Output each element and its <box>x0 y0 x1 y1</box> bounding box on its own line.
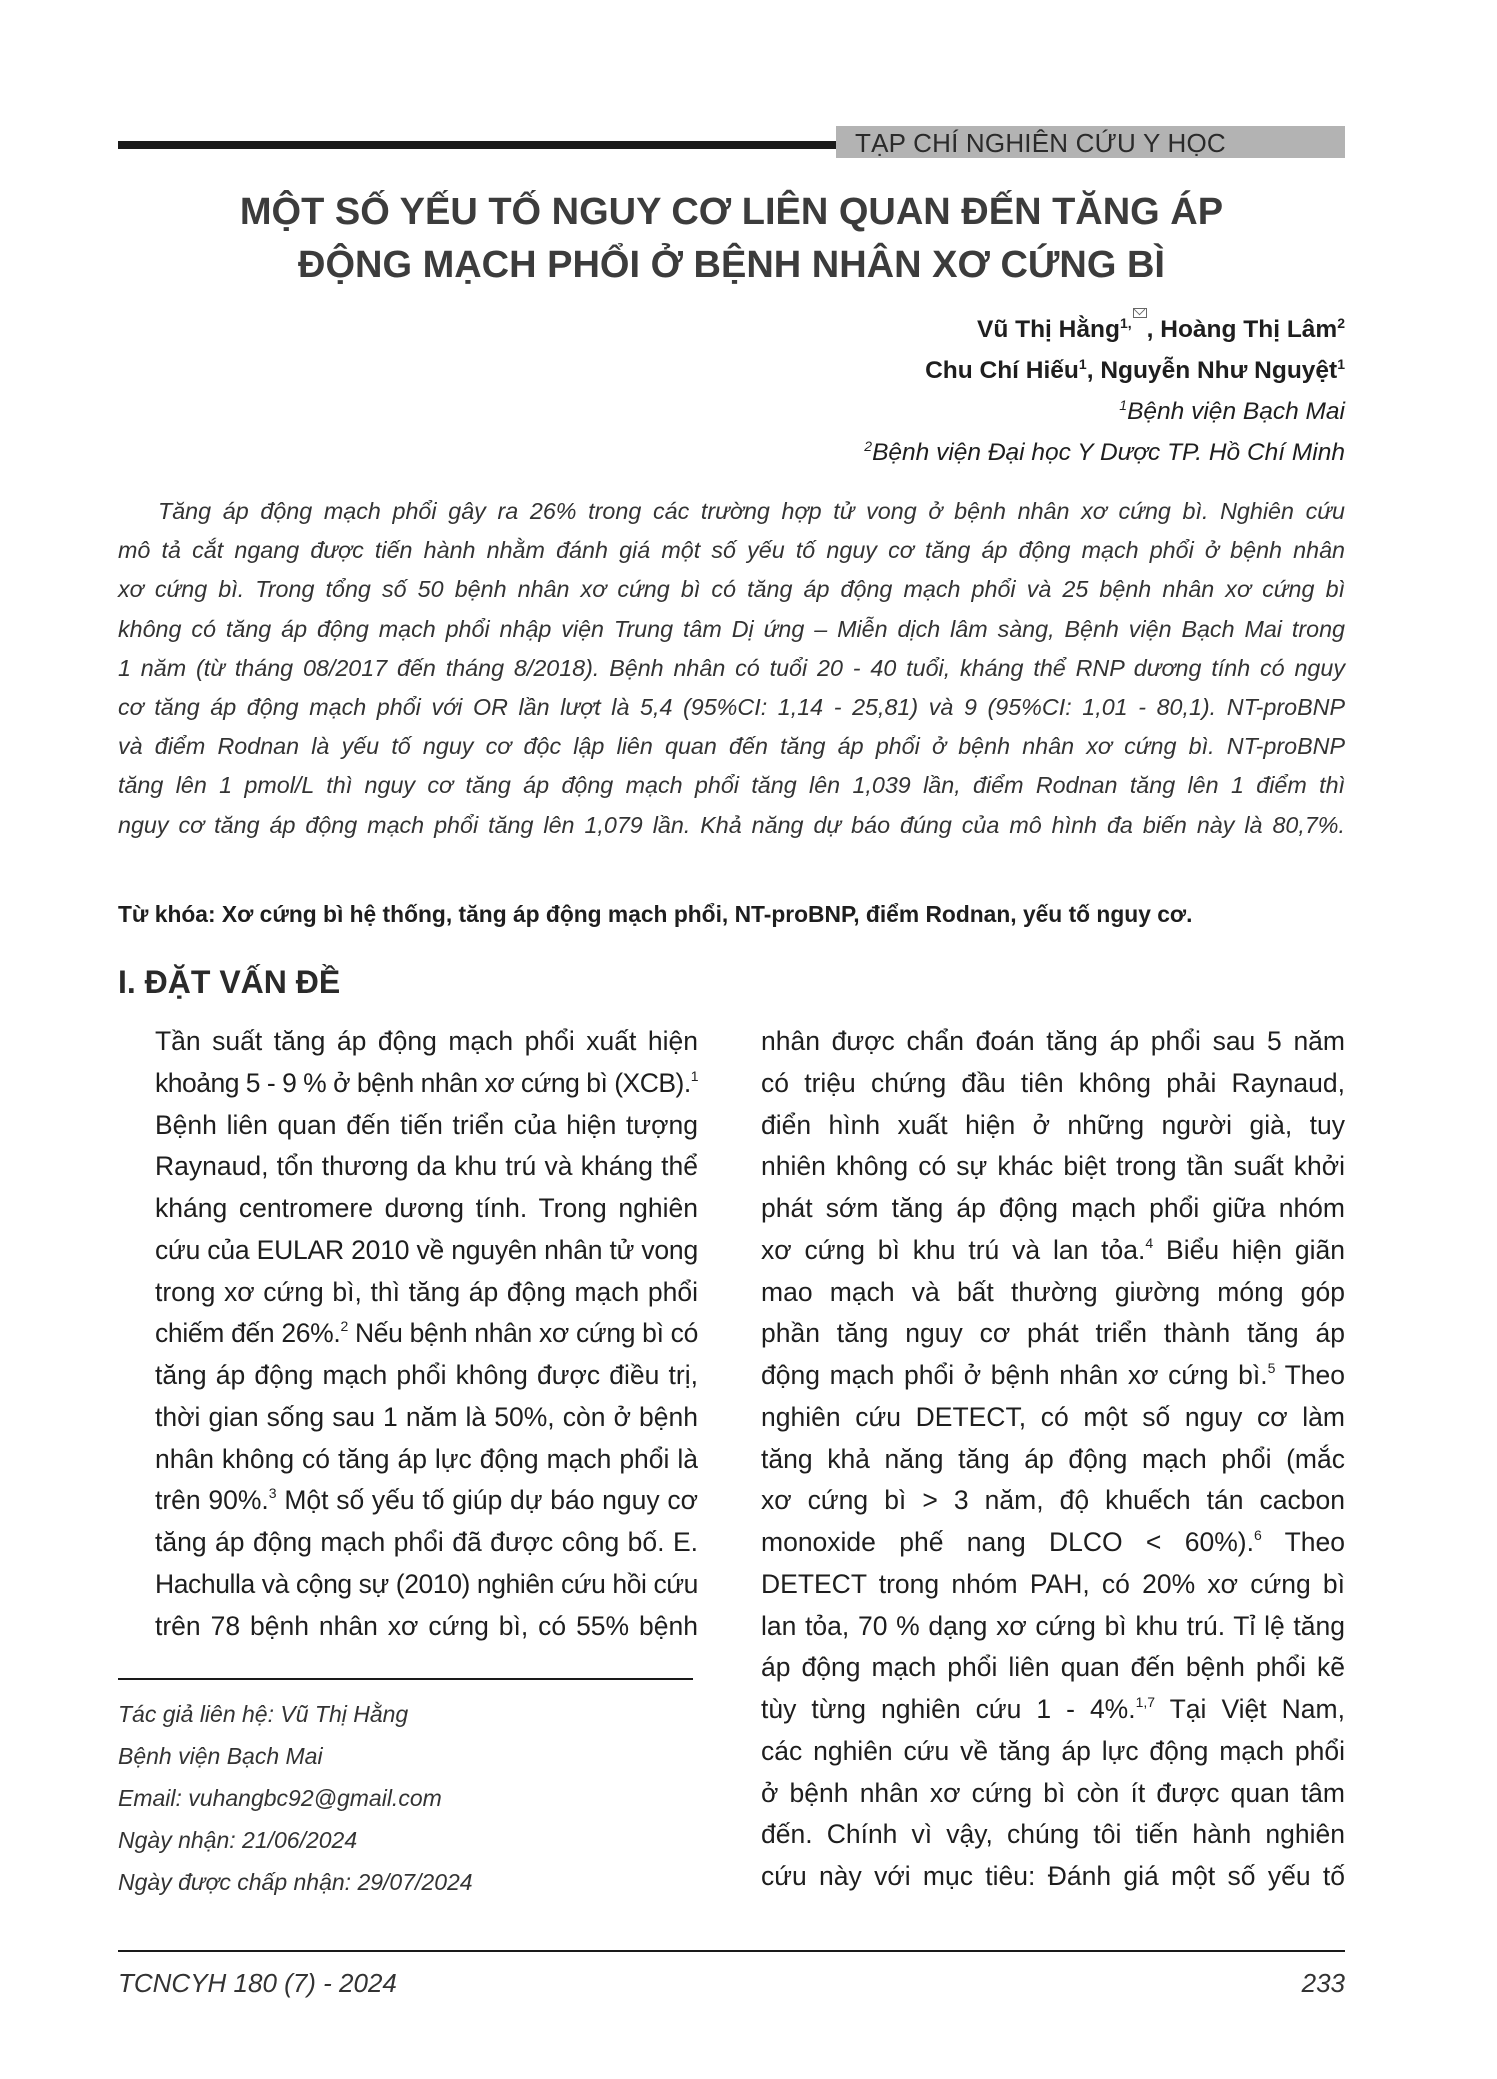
envelope-icon <box>1133 308 1147 318</box>
corresponding-email: Email: vuhangbc92@gmail.com <box>118 1785 442 1811</box>
body-column-right <box>761 1021 1345 1898</box>
text-line: kháng centromere dương tính. Trong nghiên <box>155 1193 698 1223</box>
text-line: DETECT trong nhóm PAH, có 20% xơ cứng bì <box>761 1568 1345 1599</box>
author-block <box>864 308 1345 473</box>
citation-marker: 1 <box>690 1067 698 1084</box>
citation-marker: 1,7 <box>1135 1694 1156 1710</box>
text-line: trên 78 bệnh nhân xơ cứng bì, có 55% bệnh <box>155 1610 698 1641</box>
affiliation-1: $^1$Bệnh viện Bạch Mai <box>1119 397 1345 425</box>
corresponding-author: Tác giả liên hệ: Vũ Thị Hằng <box>118 1701 409 1727</box>
text-line: cứu này với mục tiêu: Đánh giá một số yếu tố <box>761 1861 1345 1891</box>
text-line: khoảng 5 - 9 % ở bệnh nhân xơ cứng bì (XCB).$^1$ <box>155 1067 698 1098</box>
text-line: tăng khả năng tăng áp động mạch phổi (mắc <box>761 1443 1345 1474</box>
text-line: phát sớm tăng áp động mạch phổi giữa nhóm <box>761 1193 1345 1223</box>
citation-marker: 6 <box>1253 1527 1262 1543</box>
author-name: Vũ Thị Hằng <box>977 316 1120 343</box>
keywords: Từ khóa: Xơ cứng bì hệ thống, tăng áp động mạch phổi, NT-proBNP, điểm Rodnan, yếu tố nguy cơ. <box>118 901 1193 927</box>
text-line: cứu của EULAR 2010 về nguyên nhân tử vong <box>155 1234 698 1265</box>
abstract-line: xơ cứng bì. Trong tổng số 50 bệnh nhân xơ cứng bì có tăng áp động mạch phổi và 25 bệnh nhân xơ cứng bì <box>118 576 1345 603</box>
author-affiliation-marker: 1 <box>1337 356 1345 372</box>
abstract-line: và điểm Rodnan là yếu tố nguy cơ độc lập liên quan đến tăng áp phổi ở bệnh nhân xơ cứng bì. NT-proBNP <box>118 733 1345 760</box>
text-line: Raynaud, tổn thương da khu trú và kháng thể <box>155 1151 698 1182</box>
author-affiliation-marker: 1 <box>1078 356 1087 372</box>
header-rule <box>118 141 836 149</box>
footer-citation: TCNCYH 180 (7) - 2024 <box>118 1968 397 1998</box>
footnote-rule <box>118 1678 693 1680</box>
author-name: Chu Chí Hiếu <box>925 357 1079 384</box>
title-line-1: MỘT SỐ YẾU TỐ NGUY CƠ LIÊN QUAN ĐẾN TĂNG ÁP <box>239 191 1224 233</box>
text-line: phần tăng nguy cơ phát triển thành tăng áp <box>761 1318 1345 1349</box>
text-line: nghiên cứu DETECT, có một số nguy cơ làm <box>761 1401 1345 1432</box>
text-line: xơ cứng bì khu trú và lan tỏa.$^4$ Biểu hiện giãn <box>761 1234 1345 1265</box>
text-line: động mạch phổi ở bệnh nhân xơ cứng bì.$^5$ Theo <box>761 1360 1345 1390</box>
accepted-date: Ngày được chấp nhận: 29/07/2024 <box>118 1869 473 1895</box>
text-line: nhân được chẩn đoán tăng áp phổi sau 5 năm <box>761 1026 1345 1056</box>
text-line: áp động mạch phổi liên quan đến bệnh phổi kẽ <box>761 1652 1345 1683</box>
text-line: nhiên không có sự khác biệt trong tần suất khởi <box>761 1151 1345 1182</box>
author-name: Hoàng Thị Lâm <box>1160 316 1338 343</box>
citation-marker: 5 <box>1267 1360 1276 1376</box>
text-line: các nghiên cứu về tăng áp lực động mạch phổi <box>761 1735 1345 1766</box>
affiliation-2: $^2$Bệnh viện Đại học Y Dược TP. Hồ Chí Minh <box>864 438 1345 466</box>
abstract-line: mô tả cắt ngang được tiến hành nhằm đánh giá một số yếu tố nguy cơ tăng áp động mạch phổi ở bệnh nhân <box>118 537 1345 564</box>
text-line: ở bệnh nhân xơ cứng bì còn ít được quan tâm <box>761 1777 1345 1808</box>
author-affiliation-marker: 1, <box>1120 315 1147 331</box>
citation-marker: 3 <box>268 1485 277 1502</box>
text-line: tăng áp động mạch phổi không được điều trị, <box>155 1360 698 1390</box>
text-line: trong xơ cứng bì, thì tăng áp động mạch phổi <box>155 1276 698 1307</box>
abstract <box>118 492 1345 845</box>
article-title <box>118 186 1345 292</box>
footnote <box>118 1693 473 1903</box>
text-line: lan tỏa, 70 % dạng xơ cứng bì khu trú. Tỉ lệ tăng <box>761 1610 1345 1641</box>
corresponding-institution: Bệnh viện Bạch Mai <box>118 1743 323 1769</box>
title-line-2: ĐỘNG MẠCH PHỔI Ở BỆNH NHÂN XƠ CỨNG BÌ <box>298 244 1165 286</box>
body-column-left <box>155 1021 698 1647</box>
text-line: monoxide phế nang DLCO < 60%).$^6$ Theo <box>761 1527 1345 1557</box>
abstract-line: cơ tăng áp động mạch phổi với OR lần lượt là 5,4 (95%CI: 1,14 - 25,81) và 9 (95%CI: 1,01 - 80,1). NT-proBNP <box>118 694 1345 721</box>
text-line: Hachulla và cộng sự (2010) nghiên cứu hồi cứu <box>155 1568 698 1599</box>
text-line: nhân không có tăng áp lực động mạch phổi là <box>155 1443 698 1474</box>
journal-name: TẠP CHÍ NGHIÊN CỨU Y HỌC <box>855 128 1226 158</box>
author-affiliation-marker: 2 <box>1337 315 1345 331</box>
citation-marker: 2 <box>340 1318 348 1335</box>
author-line-1: Vũ Thị Hằng$^{1,}$ , Hoàng Thị Lâm$^2$ <box>864 308 1345 350</box>
text-line: mao mạch và bất thường giường móng góp <box>761 1276 1345 1307</box>
text-line: xơ cứng bì > 3 năm, độ khuếch tán cacbon <box>761 1485 1345 1516</box>
abstract-line: không có tăng áp động mạch phổi nhập viện Trung tâm Dị ứng – Miễn dịch lâm sàng, Bệnh viện Bạch Mai trong <box>118 615 1345 642</box>
author-line-2: Chu Chí Hiếu$^1$, Nguyễn Như Nguyệt$^1$ <box>925 356 1345 384</box>
footer-rule <box>118 1950 1345 1952</box>
text-line: trên 90%.$^3$ Một số yếu tố giúp dự báo nguy cơ <box>155 1485 698 1516</box>
text-line: có triệu chứng đầu tiên không phải Raynaud, <box>761 1067 1345 1098</box>
text-line: điển hình xuất hiện ở những người già, tuy <box>761 1109 1345 1140</box>
abstract-line: tăng lên 1 pmol/L thì nguy cơ tăng áp động mạch phổi tăng lên 1,039 lần, điểm Rodnan tăng lên 1 điểm thì <box>118 772 1345 799</box>
citation-marker: 4 <box>1145 1234 1154 1251</box>
abstract-line: 1 năm (từ tháng 08/2017 đến tháng 8/2018). Bệnh nhân có tuổi 20 - 40 tuổi, kháng thể RNP dương tính có nguy <box>118 654 1345 681</box>
text-line: Bệnh liên quan đến tiến triển của hiện tượng <box>155 1109 698 1140</box>
abstract-line: Tăng áp động mạch phổi gây ra 26% trong các trường hợp tử vong ở bệnh nhân xơ cứng bì. Nghiên cứu <box>158 498 1345 524</box>
text-line: thời gian sống sau 1 năm là 50%, còn ở bệnh <box>155 1401 698 1432</box>
text-line: tăng áp động mạch phổi đã được công bố. E. <box>155 1527 698 1557</box>
text-line: đến. Chính vì vậy, chúng tôi tiến hành nghiên <box>761 1819 1345 1850</box>
section-heading: I. ĐẶT VẤN ĐỀ <box>118 964 341 1000</box>
received-date: Ngày nhận: 21/06/2024 <box>118 1827 358 1853</box>
abstract-line: nguy cơ tăng áp động mạch phổi tăng lên 1,079 lần. Khả năng dự báo đúng của mô hình đa biến này là 80,7%. <box>118 811 1345 838</box>
text-line: chiếm đến 26%.$^2$ Nếu bệnh nhân xơ cứng bì có <box>155 1318 698 1349</box>
text-line: tùy từng nghiên cứu 1 - 4%.$^{1,7}$ Tại Việt Nam, <box>761 1694 1345 1724</box>
author-name: Nguyễn Như Nguyệt <box>1100 357 1338 384</box>
text-line: Tần suất tăng áp động mạch phổi xuất hiện <box>155 1026 698 1056</box>
page-number: 233 <box>1301 1968 1345 1998</box>
